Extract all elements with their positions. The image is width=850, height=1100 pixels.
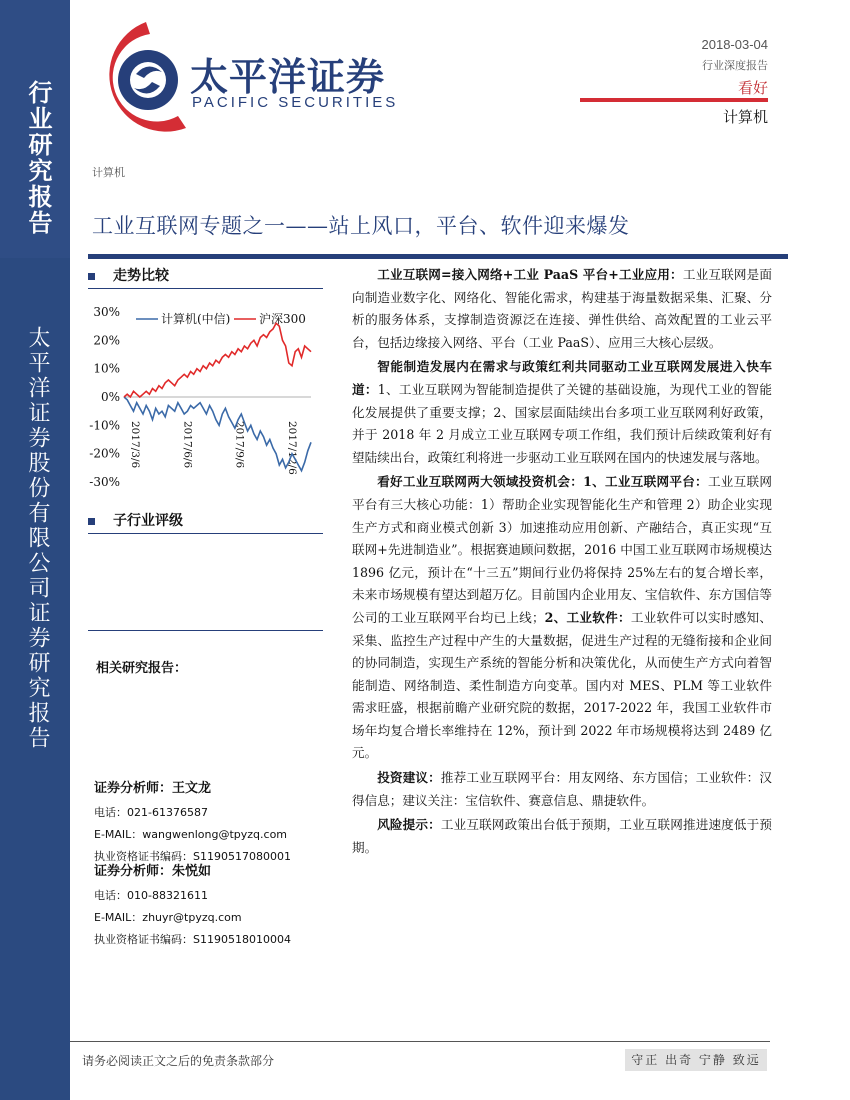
- body-text: 工业软件可以实时感知、采集、监控生产过程中产生的大量数据，促进生产过程的无缝衔接和企业间的协同制造，实现生产系统的智能分析和决策优化，从而使生产方式向着智能制造、网络制造、柔性制造方向变革。国内对 MES、PLM 等工业软件需求旺盛，根据前瞻产业研究院的数据，2017-2022 年，我国工业软件市场年均复合增长率维持在 12%，预计到 2022 年市场规模将达到 2489 亿元。: [352, 609, 772, 761]
- legend-label: 计算机(中信): [161, 312, 231, 326]
- body-paragraph: [352, 471, 772, 765]
- body-bold-lead: 2、工业软件：: [544, 609, 631, 625]
- sector-label: 计算机: [722, 108, 768, 126]
- report-type: 行业深度报告: [702, 59, 768, 72]
- analyst-block-2: [94, 860, 291, 947]
- body-bold-lead: 看好工业互联网两大领域投资机会：1、工业互联网平台：: [377, 474, 708, 490]
- body-text: 1、工业互联网为智能制造提供了关键的基础设施，为现代工业的智能化发展提供了重要支撑；2、国家层面陆续出台多项工业互联网利好政策，并于 2018 年 2 月成立工业互联网专项工作组，我们预计后续政策利好有望陆续出台，政策红利将进一步驱动工业互联网在国内的快速发展与落地。: [352, 381, 772, 465]
- y-tick-label: -20%: [89, 446, 120, 461]
- footer-motto: 守正 出奇 宁静 致远: [625, 1049, 767, 1071]
- footer-divider: [70, 1041, 770, 1042]
- trend-chart: [86, 300, 326, 500]
- report-body: [352, 264, 772, 861]
- analyst-name: 证券分析师：朱悦如: [94, 864, 212, 879]
- bullet-square-icon: [88, 273, 95, 280]
- y-tick-label: -10%: [89, 418, 120, 433]
- trend-heading: [88, 265, 169, 285]
- header-divider: [580, 98, 768, 102]
- series-line-computer: [124, 397, 311, 471]
- body-paragraph: [352, 767, 772, 812]
- body-text: 工业互联网是面向制造业数字化、网络化、智能化需求，构建基于海量数据采集、汇聚、分析的服务体系，支撑制造资源泛在连接、弹性供给、高效配置的工业云平台，包括边缘接入网络、平台（工业 PaaS）、应用三大核心层级。: [352, 267, 772, 350]
- y-tick-label: 0%: [100, 390, 120, 404]
- analyst-name: 证券分析师：王文龙: [94, 781, 212, 796]
- x-tick-label: 2017/9/6: [233, 421, 246, 469]
- y-tick-label: 10%: [93, 361, 120, 376]
- sidebar-company-label: 太平洋证券股份有限公司证券研究报告: [25, 326, 50, 751]
- x-tick-label: 2017/3/6: [129, 421, 141, 469]
- y-tick-label: -30%: [89, 475, 120, 489]
- page-title: 工业互联网专题之一——站上风口，平台、软件迎来爆发: [92, 214, 630, 238]
- analyst-phone: 电话：021-61376587: [94, 806, 208, 819]
- body-bold-lead: 风险提示：: [377, 817, 441, 833]
- body-bold-lead: 智能制造发展内在需求与政策红利共同驱动工业互联网发展进入快车道：: [352, 359, 772, 397]
- body-bold-lead: 工业互联网=接入网络+工业 PaaS 平台+工业应用：: [377, 267, 683, 282]
- body-paragraph: [352, 356, 772, 469]
- analyst-cert: 执业资格证书编码：S1190518010004: [94, 933, 291, 946]
- body-text: 工业互联网政策出台低于预期，工业互联网推进速度低于预期。: [352, 817, 773, 855]
- analyst-email: E-MAIL：wangwenlong@tpyzq.com: [94, 828, 288, 841]
- subindustry-rule-bottom: [88, 630, 323, 631]
- analyst-cert: 执业资格证书编码：S1190517080001: [94, 850, 291, 863]
- analyst-email: E-MAIL：zhuyr@tpyzq.com: [94, 911, 242, 924]
- sidebar: [0, 0, 70, 1100]
- subindustry-heading: [88, 510, 183, 530]
- trend-heading-text: 走势比较: [113, 268, 169, 284]
- analyst-phone: 电话：010-88321611: [94, 889, 208, 902]
- trend-heading-rule: [88, 288, 323, 289]
- logo-text-cn: 太平洋证券: [190, 55, 386, 99]
- small-sector-label: 计算机: [92, 166, 125, 179]
- body-bold-lead: 投资建议：: [377, 770, 441, 786]
- related-reports-label: 相关研究报告：: [96, 661, 188, 676]
- y-tick-label: 30%: [93, 305, 120, 319]
- title-divider: [88, 254, 788, 259]
- footer-disclaimer: 请务必阅读正文之后的免责条款部分: [82, 1054, 275, 1068]
- legend-label: 沪深300: [259, 312, 306, 326]
- body-text: 工业互联网平台有三大核心功能：1）帮助企业实现智能化生产和管理 2）助企业实现生产方式和商业模式创新 3）加速推动应用创新、产融结合，真正实现“互联网+先进制造业”。根据赛迪顾问数据，2016 中国工业互联网市场规模达 1896 亿元，预计在“十三五”期间行业仍将保持 25%左右的复合增长率，未来市场规模有望达到超万亿。目前国内企业用友、宝信软件、东方国信等公司的工业互联网平台均已上线；: [352, 474, 773, 625]
- company-logo-icon: [88, 16, 188, 144]
- body-paragraph: [352, 264, 772, 354]
- report-date: 2018-03-04: [701, 37, 768, 52]
- y-tick-label: 20%: [93, 333, 120, 348]
- body-text: 推荐工业互联网平台：用友网络、东方国信；工业软件：汉得信息；建议关注：宝信软件、赛意信息、鼎捷软件。: [352, 770, 773, 808]
- analyst-block-1: [94, 777, 291, 864]
- logo-text-en: PACIFIC SECURITIES: [192, 94, 399, 111]
- body-paragraph: [352, 814, 772, 859]
- x-tick-label: 2017/6/6: [181, 421, 194, 469]
- subindustry-heading-text: 子行业评级: [113, 513, 183, 529]
- subindustry-rule-top: [88, 533, 323, 534]
- rating-label: 看好: [737, 79, 768, 97]
- series-line-hs300: [124, 323, 311, 397]
- sidebar-report-category: 行业研究报告: [24, 80, 53, 236]
- x-tick-label: 2017/12/6: [286, 421, 298, 475]
- bullet-square-icon: [88, 518, 95, 525]
